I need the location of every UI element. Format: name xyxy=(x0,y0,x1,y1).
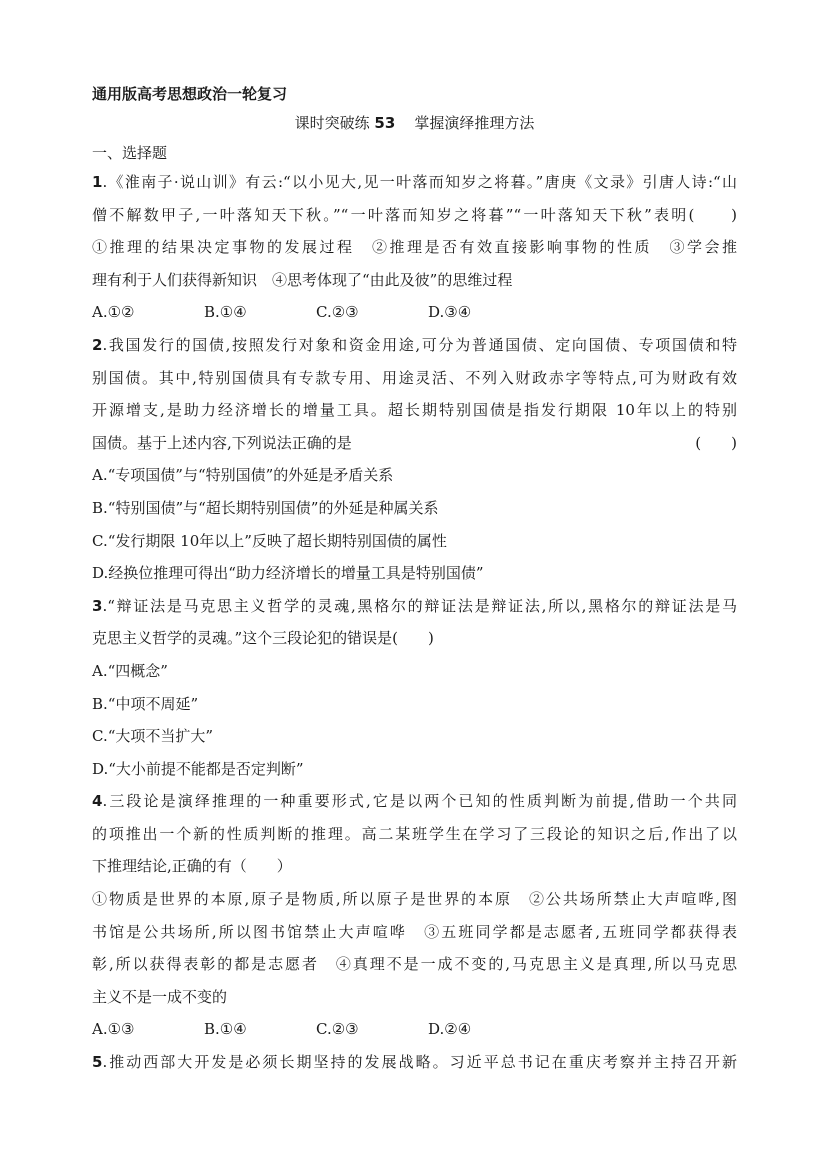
q3-line-2: 克思主义哲学的灵魂。”这个三段论犯的错误是( ) xyxy=(92,629,434,648)
q1-line-1: 1.《淮南子·说山训》有云:“以小见大,见一叶落而知岁之将暮。”唐庚《文录》引唐人诗:“山 xyxy=(92,173,737,191)
q3-number: 3 xyxy=(92,596,103,615)
q2-number: 2 xyxy=(92,335,103,354)
q4-line-5: 书馆是公共场所,所以图书馆禁止大声喧哗 ③五班同学都是志愿者,五班同学都获得表 xyxy=(92,922,737,941)
q4-line-4: ①物质是世界的本原,原子是物质,所以原子是世界的本原 ②公共场所禁止大声喧哗,图 xyxy=(92,890,737,909)
q2-line-1: 2.我国发行的国债,按照发行对象和资金用途,可分为普通国债、定向国债、专项国债和特 xyxy=(92,335,737,354)
q3-option-b: B.“中项不周延” xyxy=(92,694,199,713)
section-heading: 一、选择题 xyxy=(92,144,168,162)
q1-line-2: 僧不解数甲子,一叶落知天下秋。”“一叶落而知岁之将暮”“一叶落知天下秋”表明( ) xyxy=(92,205,737,224)
q1-line-4: 理有利于人们获得新知识 ④思考体现了“由此及彼”的思维过程 xyxy=(92,270,513,289)
document-page xyxy=(92,82,737,1083)
q4-options xyxy=(92,1017,737,1050)
document-header: 通用版高考思想政治一轮复习 xyxy=(92,85,288,103)
q4-option-a: A.①③ xyxy=(92,1020,135,1039)
q2-option-c: C.“发行期限 10年以上”反映了超长期特别国债的属性 xyxy=(92,531,447,550)
q2-line-3: 开源增支,是助力经济增长的增量工具。超长期特别国债是指发行期限 10年以上的特别 xyxy=(92,401,737,420)
exercise-topic: 掌握演绎推理方法 xyxy=(414,114,535,132)
q4-line-1: 4.三段论是演绎推理的一种重要形式,它是以两个已知的性质判断为前提,借助一个共同 xyxy=(92,792,737,811)
q1-option-b: B.①④ xyxy=(204,303,247,322)
q1-options xyxy=(92,300,737,333)
q2-line-4: 国债。基于上述内容,下列说法正确的是 ( ) xyxy=(92,431,737,464)
q4-option-c: C.②③ xyxy=(316,1020,359,1039)
q4-line-7: 主义不是一成不变的 xyxy=(92,987,228,1006)
q4-option-d: D.②④ xyxy=(428,1020,472,1039)
q2-option-b: B.“特别国债”与“超长期特别国债”的外延是种属关系 xyxy=(92,498,439,517)
q3-option-d: D.“大小前提不能都是否定判断” xyxy=(92,759,304,778)
q3-option-a: A.“四概念” xyxy=(92,661,168,680)
q4-number: 4 xyxy=(92,792,103,811)
q3-line-1: 3.“辩证法是马克思主义哲学的灵魂,黑格尔的辩证法是辩证法,所以,黑格尔的辩证法是马 xyxy=(92,596,737,615)
exercise-prefix: 课时突破练 xyxy=(294,114,370,132)
exercise-title xyxy=(92,110,737,140)
q3-option-c: C.“大项不当扩大” xyxy=(92,727,214,746)
q1-option-a: A.①② xyxy=(92,303,135,322)
q5-line-1: 5.推动西部大开发是必须长期坚持的发展战略。习近平总书记在重庆考察并主持召开新 xyxy=(92,1053,737,1072)
q5-number: 5 xyxy=(92,1053,103,1072)
q1-number: 1 xyxy=(92,173,103,191)
q4-line-2: 的项推出一个新的性质判断的推理。高二某班学生在学习了三段论的知识之后,作出了以 xyxy=(92,824,737,843)
q1-option-c: C.②③ xyxy=(316,303,359,322)
q2-option-a: A.“专项国债”与“特别国债”的外延是矛盾关系 xyxy=(92,466,394,485)
q1-line-3: ①推理的结果决定事物的发展过程 ②推理是否有效直接影响事物的性质 ③学会推 xyxy=(92,238,737,257)
exercise-number: 53 xyxy=(374,114,396,132)
q4-line-3: 下推理结论,正确的有（ ） xyxy=(92,857,292,876)
q4-line-6: 彰,所以获得表彰的都是志愿者 ④真理不是一成不变的,马克思主义是真理,所以马克思 xyxy=(92,955,737,974)
q2-line-2: 别国债。其中,特别国债具有专款专用、用途灵活、不列入财政赤字等特点,可为财政有效 xyxy=(92,368,737,387)
q1-option-d: D.③④ xyxy=(428,303,472,322)
q2-answer-paren: ( ) xyxy=(695,433,737,452)
q4-option-b: B.①④ xyxy=(204,1020,247,1039)
q2-option-d: D.经换位推理可得出“助力经济增长的增量工具是特别国债” xyxy=(92,564,484,583)
